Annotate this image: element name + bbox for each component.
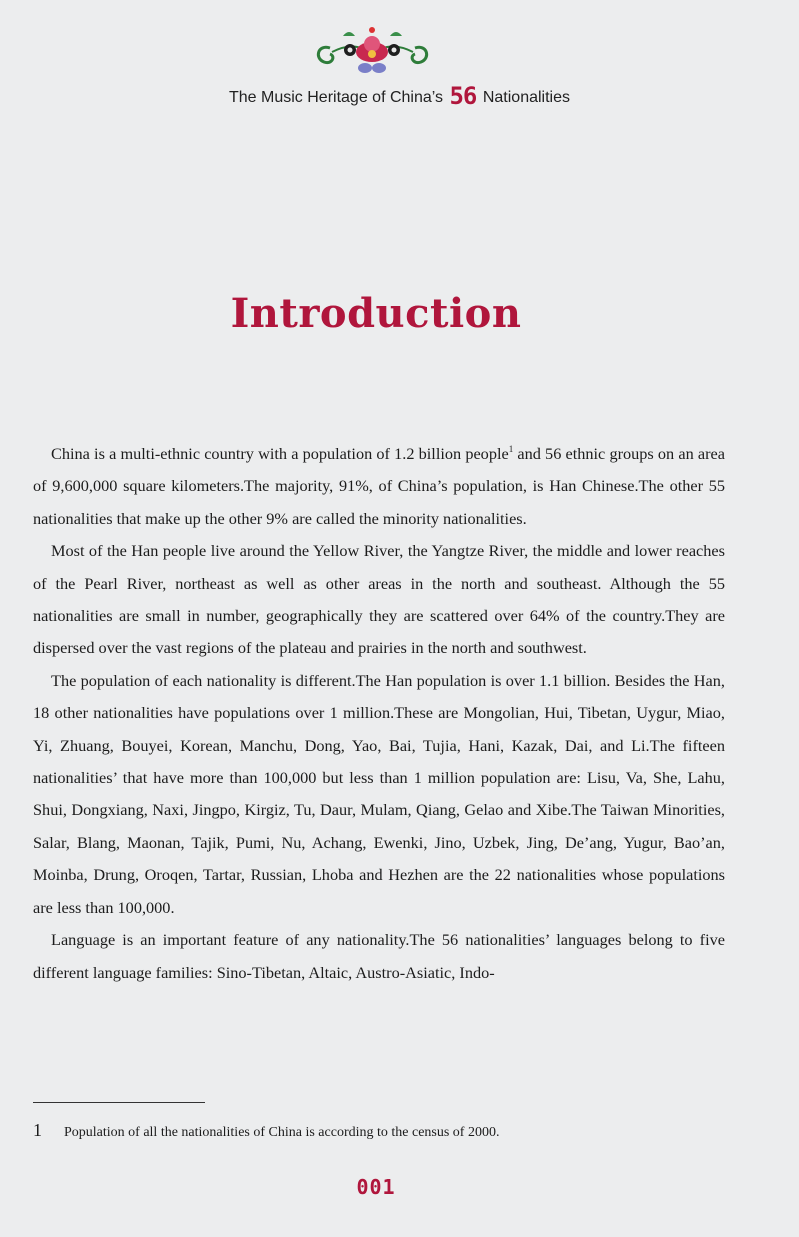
page-title: Introduction (230, 290, 522, 337)
page-number: 001 (356, 1175, 396, 1199)
paragraph-3: The population of each nationality is different.The Han population is over 1.1 billion. Besides the Han, 18 other nationalities have populations over 1 million.These are Mongolian, Hui, Tibetan, Uygur, Miao, Yi, Zhuang, Bouyei, Korean, Manchu, Dong, Yao, Bai, Tujia, Hani, Kazak, Dai, and Li.The fifteen nationalities’ that have more than 100,000 but less than 1 million population are: Lisu, Va, She, Lahu, Shui, Dongxiang, Naxi, Jingpo, Kirgiz, Tu, Daur, Mulam, Qiang, Gelao and Xibe.The Taiwan Minorities, Salar, Blang, Maonan, Tajik, Pumi, Nu, Achang, Ewenki, Jino, Uzbek, Jing, De’ang, Yugur, Bao’an, Moinba, Drung, Oroqen, Tartar, Russian, Lhoba and Hezhen are the 22 nationalities whose populations are less than 100,000. (33, 670, 725, 917)
footnote (33, 1120, 499, 1141)
paragraph-1-part-b: and 56 ethnic groups on an area of 9,600,000 square kilometers.The majority, 91%, of China’s population, is Han Chinese.The other 55 nationalities that make up the other 9% are called the minority nationalities. (33, 444, 725, 528)
footnote-divider (33, 1102, 205, 1103)
floral-ornament-icon (310, 18, 435, 82)
running-head-before: The Music Heritage of China’s (229, 89, 444, 106)
paragraph-1-part-a: China is a multi-ethnic country with a population of 1.2 billion people (51, 444, 509, 463)
running-head-after: Nationalities (482, 89, 570, 106)
footnote-text: Population of all the nationalities of China is according to the census of 2000. (64, 1125, 500, 1140)
paragraph-1 (33, 438, 725, 535)
running-head-number: 56 (449, 82, 477, 110)
footnote-reference: 1 (508, 444, 514, 454)
body-text (33, 438, 725, 989)
footnote-mark: 1 (33, 1120, 42, 1140)
running-head (0, 82, 799, 110)
paragraph-2: Most of the Han people live around the Yellow River, the Yangtze River, the middle and lower reaches of the Pearl River, northeast as well as other areas in the north and southeast. Although the 55 nationalities are small in number, geographically they are scattered over 64% of the country.They are dispersed over the vast regions of the plateau and prairies in the north and southwest. (33, 541, 725, 658)
paragraph-4: Language is an important feature of any nationality.The 56 nationalities’ languages belong to five different language families: Sino-Tibetan, Altaic, Austro-Asiatic, Indo- (33, 930, 725, 982)
